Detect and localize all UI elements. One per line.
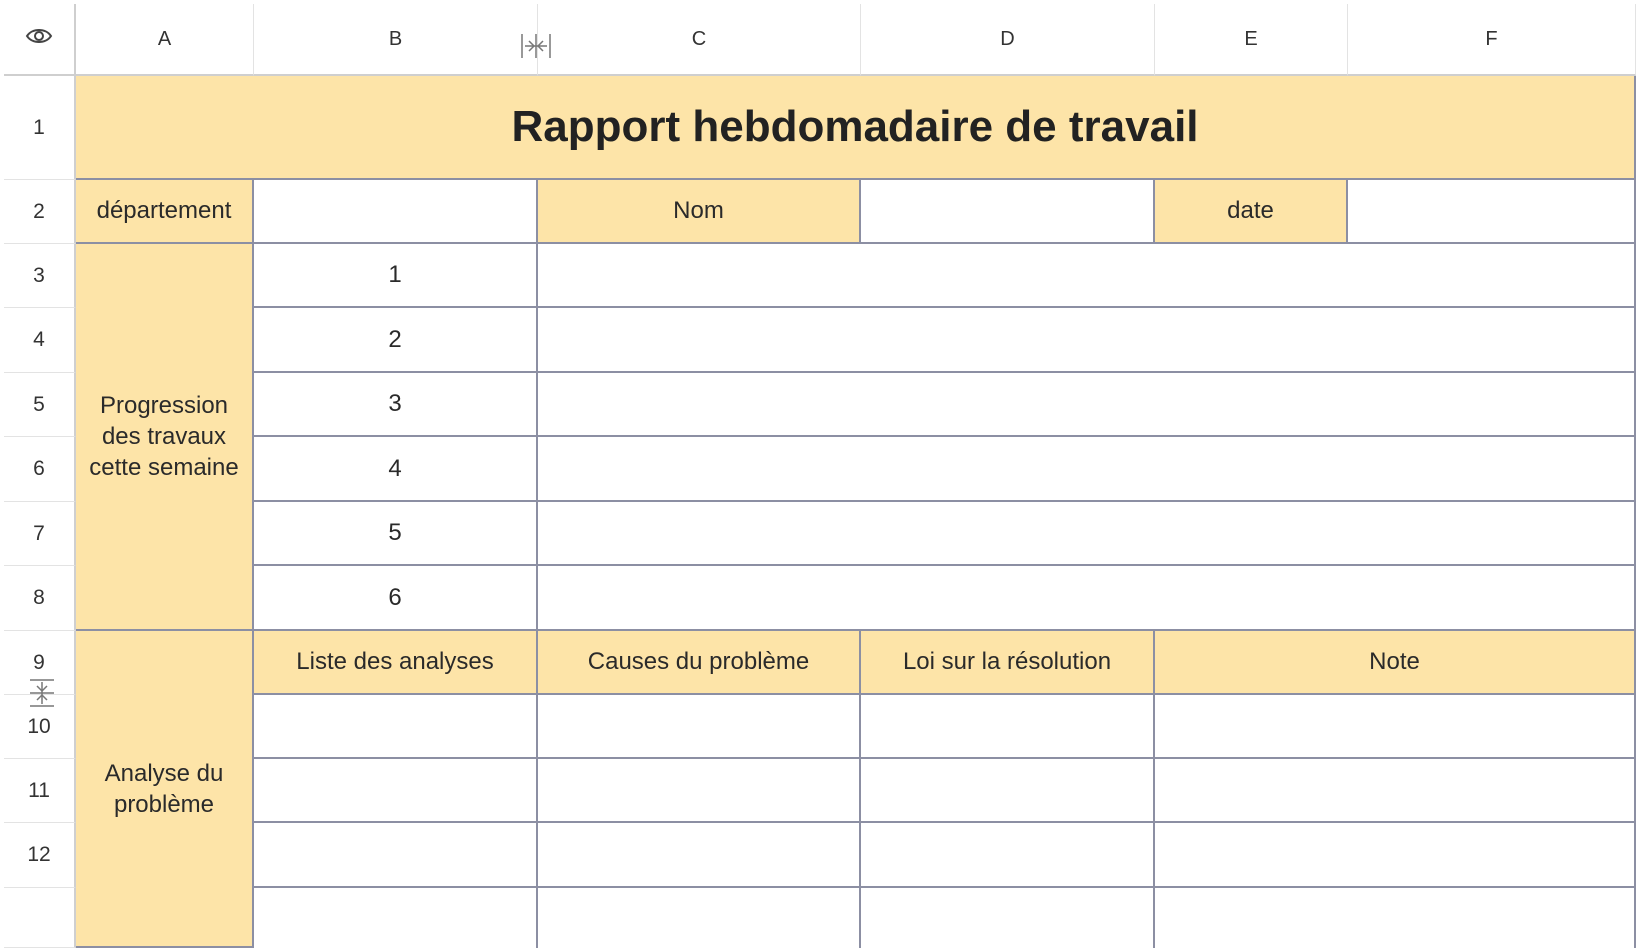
column-label: F [1485, 27, 1498, 50]
row-label: 10 [27, 714, 51, 738]
column-label: D [1000, 27, 1015, 50]
cell-b6[interactable] [254, 437, 538, 502]
row-label: 4 [33, 328, 45, 351]
cell-c2[interactable] [538, 180, 861, 244]
cell-b3[interactable] [254, 244, 538, 308]
cell-c4-merged[interactable] [538, 308, 1636, 373]
column-header-a[interactable] [76, 4, 254, 76]
cell-e2[interactable] [1155, 180, 1348, 244]
column-label: A [157, 27, 172, 50]
cell-c3-merged[interactable] [538, 244, 1636, 308]
column-resize-icon[interactable] [518, 28, 554, 64]
cell-b4[interactable] [254, 308, 538, 373]
cell-b13[interactable] [254, 888, 538, 948]
cell-c12[interactable] [538, 823, 861, 888]
row-header-3[interactable] [4, 244, 76, 308]
cell-e12[interactable] [1155, 823, 1636, 888]
analyse-label: Analyse du problème [104, 759, 224, 818]
cell-a2[interactable] [76, 180, 254, 244]
column-header-f[interactable] [1348, 4, 1636, 76]
row-header-1[interactable] [4, 76, 76, 180]
column-header-e[interactable] [1155, 4, 1348, 76]
cell-d2[interactable] [861, 180, 1155, 244]
cell-e9-note[interactable] [1155, 631, 1636, 695]
row-label: 12 [27, 843, 51, 866]
note-label: Note [1369, 648, 1420, 675]
cell-a9-analyse[interactable] [76, 631, 254, 948]
cell-d13[interactable] [861, 888, 1155, 948]
eye-icon[interactable] [25, 26, 53, 52]
row-header-6[interactable] [4, 437, 76, 502]
cell-e11[interactable] [1155, 759, 1636, 823]
cell-a3-progression[interactable] [76, 244, 254, 631]
row-resize-icon[interactable] [26, 676, 58, 710]
cell-c11[interactable] [538, 759, 861, 823]
column-label: E [1244, 27, 1258, 50]
cell-c9[interactable] [538, 631, 861, 695]
cell-d11[interactable] [861, 759, 1155, 823]
row-label: 6 [33, 457, 45, 480]
cell-d12[interactable] [861, 823, 1155, 888]
cell-c5-merged[interactable] [538, 373, 1636, 437]
cell-f2[interactable] [1348, 180, 1636, 244]
column-label: B [388, 27, 403, 50]
departement-label: département [96, 197, 232, 224]
cell-b10[interactable] [254, 695, 538, 759]
row-label: 1 [33, 115, 45, 139]
date-label: date [1227, 197, 1274, 224]
title-cell[interactable] [76, 76, 1636, 180]
causes-label: Causes du problème [587, 648, 810, 675]
cell-c10[interactable] [538, 695, 861, 759]
row-label: 8 [33, 586, 45, 609]
row-header-5[interactable] [4, 373, 76, 437]
cell-d10[interactable] [861, 695, 1155, 759]
row-header-7[interactable] [4, 502, 76, 566]
cell-c8-merged[interactable] [538, 566, 1636, 631]
row-label: 9 [33, 650, 45, 674]
cell-b5[interactable] [254, 373, 538, 437]
column-header-c[interactable] [538, 4, 861, 76]
row-label: 3 [33, 263, 45, 287]
row-label: 7 [33, 521, 45, 545]
row-label: 5 [33, 392, 45, 416]
column-header-d[interactable] [861, 4, 1155, 76]
cell-b2[interactable] [254, 180, 538, 244]
cell-e10[interactable] [1155, 695, 1636, 759]
select-all-corner[interactable] [4, 4, 76, 76]
cell-c6-merged[interactable] [538, 437, 1636, 502]
cell-b7[interactable] [254, 502, 538, 566]
page-title: Rapport hebdomadaire de travail [511, 102, 1199, 151]
cell-c13[interactable] [538, 888, 861, 948]
cell-b9[interactable] [254, 631, 538, 695]
column-label: C [691, 27, 707, 50]
item-number: 5 [388, 519, 402, 546]
row-label: 11 [28, 778, 50, 802]
item-number: 4 [388, 454, 402, 482]
row-header-2[interactable] [4, 180, 76, 244]
cell-c7-merged[interactable] [538, 502, 1636, 566]
loi-label: Loi sur la résolution [902, 648, 1112, 675]
cell-d9[interactable] [861, 631, 1155, 695]
liste-label: Liste des analyses [296, 648, 494, 675]
item-number: 3 [388, 390, 402, 417]
cell-b11[interactable] [254, 759, 538, 823]
row-header-4[interactable] [4, 308, 76, 373]
row-header-8[interactable] [4, 566, 76, 631]
row-header-13[interactable] [4, 888, 76, 948]
column-header-b[interactable] [254, 4, 538, 76]
item-number: 6 [388, 583, 402, 611]
row-header-12[interactable] [4, 823, 76, 888]
nom-label: Nom [673, 197, 724, 224]
progression-label: Progression des travaux cette semaine [89, 392, 239, 481]
cell-e13[interactable] [1155, 888, 1636, 948]
item-number: 2 [388, 325, 402, 353]
cell-b12[interactable] [254, 823, 538, 888]
item-number: 1 [388, 261, 402, 288]
row-header-11[interactable] [4, 759, 76, 823]
spreadsheet-grid [4, 4, 1636, 948]
cell-b8[interactable] [254, 566, 538, 631]
row-label: 2 [33, 199, 45, 223]
